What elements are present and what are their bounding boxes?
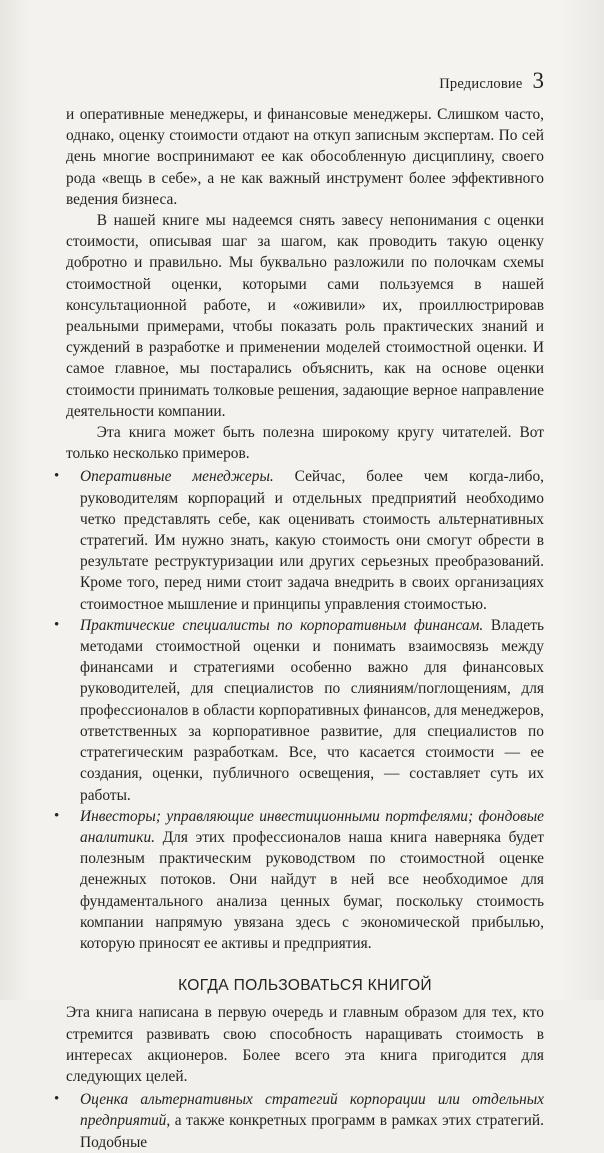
list-item xyxy=(54,806,544,954)
list-item-term: Оперативные менеджеры. xyxy=(80,468,274,486)
list-item xyxy=(54,1089,544,1153)
list-item xyxy=(54,466,544,614)
running-head-section: Предисловие xyxy=(439,76,523,92)
section-heading: КОГДА ПОЛЬЗОВАТЬСЯ КНИГОЙ xyxy=(178,977,432,995)
paragraph-3: Эта книга может быть полезна широкому кругу читателей. Вот только несколько примеров. xyxy=(66,424,544,463)
list-item-text: Для этих профессионалов наша книга наверняка будет полезным практическим руководством по стоимостной оценке денежных потоков. Они найдут в ней все необходимое для фундаментального анализа ценных бумаг, поскольку стоимость компании напрямую увязана здесь с экономической прибылью, которую приносят ее активы и предприятия. xyxy=(80,828,544,952)
paragraph-2: В нашей книге мы надеемся снять завесу непонимания с оценки стоимости, описывая шаг за шагом, как проводить такую оценку добротно и правильно. Мы буквально разложили по полочкам схемы стоимостной оценки, которыми сами пользуемся в нашей консультационной работе, и «оживили» их, проиллюстрировав реальными примерами, чтобы показать роль практических знаний и суждений в разработке и применении моделей стоимостной оценки. И самое главное, мы постарались объяснить, как на основе оценки стоимости принимать толковые решения, задающие верное направление деятельности компании. xyxy=(66,212,544,420)
running-head xyxy=(439,68,544,94)
page-number: 3 xyxy=(532,68,544,93)
body-text xyxy=(54,104,544,1153)
bullet-icon: • xyxy=(54,807,60,824)
list-item-term: Оценка альтернативных стратегий корпорации или отдельных предприятий xyxy=(80,1091,544,1130)
list-item-term: Практические специалисты по корпоративным финансам. xyxy=(80,616,484,634)
audience-list xyxy=(54,466,544,954)
bullet-icon: • xyxy=(54,1091,60,1108)
bullet-icon: • xyxy=(54,468,60,485)
bullet-icon: • xyxy=(54,616,60,633)
list-item-text: , а также конкретных программ в рамках этих стратегий. Подобные xyxy=(80,1112,544,1151)
list-item xyxy=(54,615,544,806)
paragraph-4: Эта книга написана в первую очередь и главным образом для тех, кто стремится развивать свою способность наращивать стоимость в интересах акционеров. Более всего эта книга пригодится для следующих целей. xyxy=(66,1004,544,1085)
purpose-list xyxy=(54,1089,544,1153)
list-item-term: Инвесторы; управляющие инвестиционными портфелями; фондовые аналитики. xyxy=(80,807,544,846)
list-item-text: Сейчас, более чем когда-либо, руководителям корпораций и отдельных предприятий необходимо четко представлять себе, как оценивать стоимость альтернативных стратегий. Им нужно знать, какую стоимость они смогут обрести в результате реструктуризации или других серьезных преобразований. Кроме того, перед ними стоит задача внедрить в своих организациях стоимостное мышление и принципы управления стоимостью. xyxy=(80,468,544,613)
list-item-text: Владеть методами стоимостной оценки и понимать взаимосвязь между финансами и стратегиями особенно важно для финансовых руководителей, для специалистов по слияниям/поглощениям, для профессионалов в области корпоративных финансов, для менеджеров, ответственных за корпоративное развитие, для специалистов по стратегическим разработкам. Все, что касается стоимости — ее создания, оценки, публичного освещения, — составляет суть их работы. xyxy=(80,616,544,804)
paragraph-1: и оперативные менеджеры, и финансовые менеджеры. Слишком часто, однако, оценку стоимости отдают на откуп записным экспертам. По сей день многие воспринимают ее как обособленную дисциплину, своего рода «вещь в себе», а не как важный инструмент более эффективного ведения бизнеса. xyxy=(66,106,544,208)
